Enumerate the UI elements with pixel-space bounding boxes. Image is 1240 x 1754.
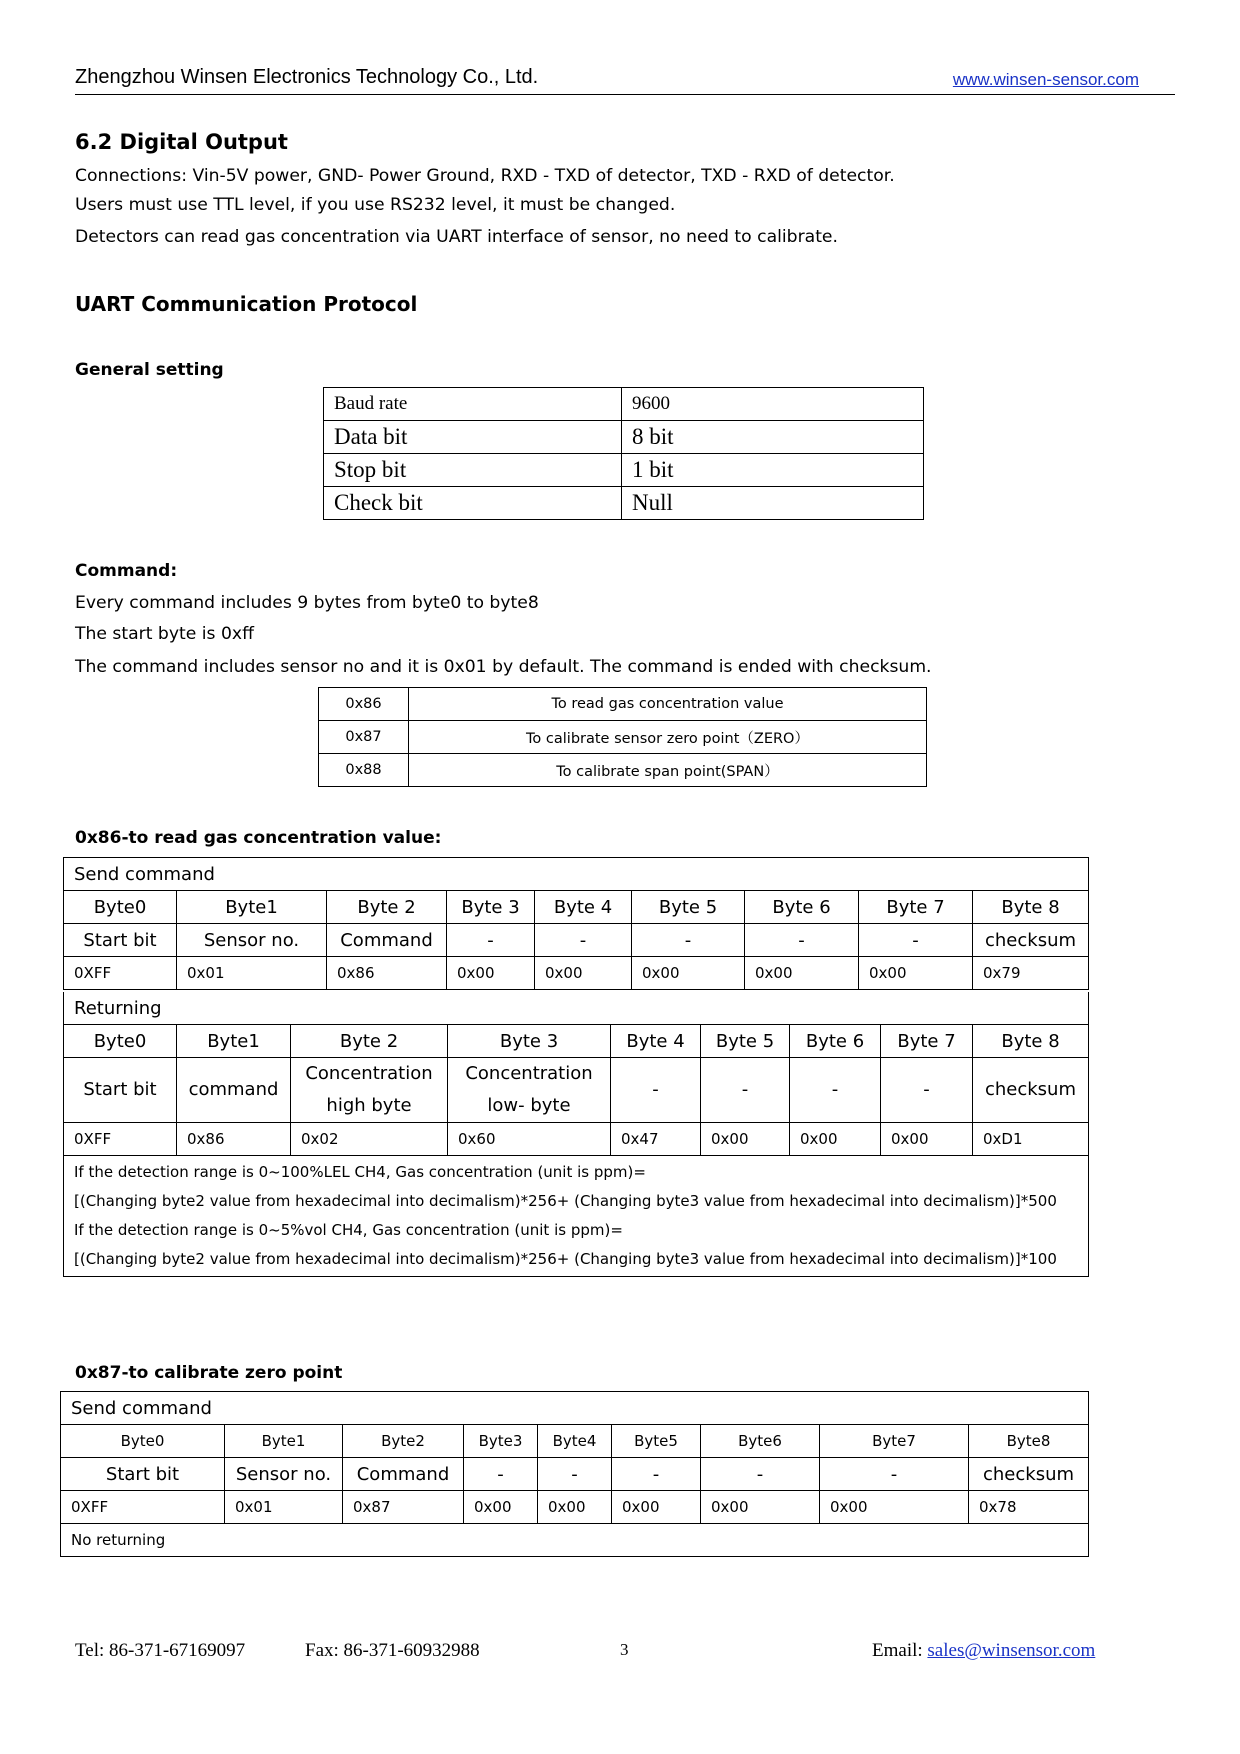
note-line: If the detection range is 0~100%LEL CH4, Gas concentration (unit is ppm)= [74, 1163, 646, 1181]
table-cell: - [632, 924, 745, 957]
note-line: If the detection range is 0~5%vol CH4, Gas concentration (unit is ppm)= [74, 1221, 623, 1239]
table-row [61, 1524, 1089, 1557]
table-cell: 0x87 [319, 721, 409, 754]
table-cell: 0x86 [327, 957, 447, 990]
table-cell: Stop bit [324, 454, 622, 487]
table-row [64, 1058, 1089, 1123]
table-cell: 0x78 [969, 1491, 1089, 1524]
table-cell: Byte4 [538, 1425, 612, 1458]
table-cell: Start bit [61, 1458, 225, 1491]
send-command-label: Send command [64, 858, 1089, 891]
table-cell: Byte3 [464, 1425, 538, 1458]
table-cell: 0x00 [464, 1491, 538, 1524]
paragraph-line: Detectors can read gas concentration via UART interface of sensor, no need to calibrate. [75, 227, 838, 247]
company-name: Zhengzhou Winsen Electronics Technology Co., Ltd. [75, 66, 539, 88]
table-cell: 0x00 [535, 957, 632, 990]
table-cell: 0x86 [319, 688, 409, 721]
general-setting-table [323, 387, 924, 520]
table-row [324, 421, 924, 454]
table-cell: Byte 2 [291, 1025, 448, 1058]
table-row [319, 688, 927, 721]
page-header [75, 64, 1175, 95]
table-cell: Baud rate [324, 388, 622, 421]
table-cell: Null [622, 487, 924, 520]
table-cell: To calibrate span point(SPAN） [409, 754, 927, 787]
command-title: Command: [75, 561, 178, 581]
returning-label: Returning [64, 992, 1089, 1025]
table-cell: - [701, 1458, 820, 1491]
table-cell: - [464, 1458, 538, 1491]
table-cell: - [447, 924, 535, 957]
table-cell: 8 bit [622, 421, 924, 454]
read-send-table [63, 857, 1089, 990]
read-command-title: 0x86-to read gas concentration value: [75, 828, 442, 848]
table-row [64, 891, 1089, 924]
table-cell: - [745, 924, 859, 957]
footer-tel: Tel: 86-371-67169097 [75, 1640, 246, 1661]
table-cell: 0x00 [701, 1491, 820, 1524]
table-row [319, 754, 927, 787]
table-cell: 0x00 [820, 1491, 969, 1524]
table-row [61, 1491, 1089, 1524]
table-cell: 0x79 [973, 957, 1089, 990]
table-cell: Byte6 [701, 1425, 820, 1458]
table-cell: Start bit [64, 924, 177, 957]
table-cell: 0xD1 [973, 1123, 1089, 1156]
table-cell: 0XFF [61, 1491, 225, 1524]
table-cell: Sensor no. [177, 924, 327, 957]
table-cell: Byte 6 [790, 1025, 881, 1058]
table-cell: 0x86 [177, 1123, 291, 1156]
no-returning-label: No returning [61, 1524, 1089, 1557]
table-cell: Byte 7 [881, 1025, 973, 1058]
table-cell: Byte 8 [973, 1025, 1089, 1058]
table-cell: Byte0 [61, 1425, 225, 1458]
table-cell: command [177, 1058, 291, 1123]
paragraph-line: Every command includes 9 bytes from byte0 to byte8 [75, 593, 539, 613]
table-cell: 0x00 [538, 1491, 612, 1524]
table-cell: 0x00 [447, 957, 535, 990]
table-cell: - [881, 1058, 973, 1123]
paragraph-line: The start byte is 0xff [75, 624, 254, 644]
table-row [64, 858, 1089, 891]
table-cell: 0x60 [448, 1123, 611, 1156]
table-row [324, 454, 924, 487]
command-table [318, 687, 927, 787]
table-row [64, 1123, 1089, 1156]
table-cell: To calibrate sensor zero point（ZERO） [409, 721, 927, 754]
table-cell: Byte1 [177, 891, 327, 924]
table-cell: 9600 [622, 388, 924, 421]
table-cell: 0x02 [291, 1123, 448, 1156]
table-row [64, 992, 1089, 1025]
table-row [324, 388, 924, 421]
table-cell: 1 bit [622, 454, 924, 487]
table-cell: - [612, 1458, 701, 1491]
table-cell: 0x00 [632, 957, 745, 990]
table-cell: Byte2 [343, 1425, 464, 1458]
table-cell: - [535, 924, 632, 957]
table-cell: Byte 4 [611, 1025, 701, 1058]
table-cell: - [538, 1458, 612, 1491]
table-cell: 0x47 [611, 1123, 701, 1156]
general-setting-title: General setting [75, 360, 224, 380]
page-number: 3 [620, 1640, 629, 1659]
table-cell: - [790, 1058, 881, 1123]
table-row [61, 1458, 1089, 1491]
table-cell: - [820, 1458, 969, 1491]
zero-command-title: 0x87-to calibrate zero point [75, 1363, 343, 1383]
table-cell: 0x01 [225, 1491, 343, 1524]
table-cell: Byte 6 [745, 891, 859, 924]
table-row [64, 1025, 1089, 1058]
table-cell: Byte7 [820, 1425, 969, 1458]
table-cell: Byte0 [64, 1025, 177, 1058]
table-cell: - [701, 1058, 790, 1123]
table-cell: Byte 7 [859, 891, 973, 924]
note-line: [(Changing byte2 value from hexadecimal into decimalism)*256+ (Changing byte3 value from hexadecimal into decimalism)]*100 [74, 1250, 1057, 1268]
note-line: [(Changing byte2 value from hexadecimal into decimalism)*256+ (Changing byte3 value from hexadecimal into decimalism)]*500 [74, 1192, 1057, 1210]
table-cell: Byte 3 [448, 1025, 611, 1058]
table-cell: Command [343, 1458, 464, 1491]
table-cell: 0x88 [319, 754, 409, 787]
paragraph-line: The command includes sensor no and it is 0x01 by default. The command is ended with checksum. [75, 657, 932, 677]
table-cell: Concentration high byte [291, 1058, 448, 1123]
table-cell: Byte 5 [701, 1025, 790, 1058]
table-cell: - [859, 924, 973, 957]
table-row [64, 924, 1089, 957]
table-cell: checksum [973, 924, 1089, 957]
table-cell: Sensor no. [225, 1458, 343, 1491]
table-row [319, 721, 927, 754]
zero-send-table [60, 1391, 1089, 1557]
website-link[interactable]: www.winsen-sensor.com [952, 70, 1139, 89]
table-cell: Check bit [324, 487, 622, 520]
section-title: 6.2 Digital Output [75, 130, 288, 154]
table-cell: Data bit [324, 421, 622, 454]
table-cell: 0x01 [177, 957, 327, 990]
read-return-table [63, 992, 1089, 1277]
table-cell: Byte8 [969, 1425, 1089, 1458]
table-cell: 0x00 [745, 957, 859, 990]
uart-title: UART Communication Protocol [75, 292, 418, 316]
table-row [324, 487, 924, 520]
table-cell: Byte1 [225, 1425, 343, 1458]
paragraph-line: Connections: Vin-5V power, GND- Power Ground, RXD - TXD of detector, TXD - RXD of detector. [75, 166, 895, 186]
table-cell: Byte 3 [447, 891, 535, 924]
table-cell: 0x87 [343, 1491, 464, 1524]
send-command-label: Send command [61, 1392, 1089, 1425]
table-cell: Byte 5 [632, 891, 745, 924]
table-cell: 0XFF [64, 1123, 177, 1156]
table-row [64, 1156, 1089, 1277]
table-cell: To read gas concentration value [409, 688, 927, 721]
table-row [64, 957, 1089, 990]
table-cell: 0XFF [64, 957, 177, 990]
table-cell: Byte5 [612, 1425, 701, 1458]
table-cell: Byte1 [177, 1025, 291, 1058]
table-cell: 0x00 [612, 1491, 701, 1524]
email-link[interactable]: sales@winsensor.com [927, 1640, 1096, 1661]
table-cell: 0x00 [859, 957, 973, 990]
table-cell: checksum [969, 1458, 1089, 1491]
table-cell: Byte 8 [973, 891, 1089, 924]
table-cell: Start bit [64, 1058, 177, 1123]
table-row [61, 1392, 1089, 1425]
footer-email [872, 1640, 1095, 1662]
table-cell: checksum [973, 1058, 1089, 1123]
formula-notes [64, 1156, 1089, 1277]
email-label: Email: [872, 1640, 928, 1661]
footer-fax: Fax: 86-371-60932988 [305, 1640, 480, 1661]
table-cell: 0x00 [701, 1123, 790, 1156]
table-cell: Concentration low- byte [448, 1058, 611, 1123]
table-cell: 0x00 [790, 1123, 881, 1156]
table-cell: 0x00 [881, 1123, 973, 1156]
table-cell: Command [327, 924, 447, 957]
paragraph-line: Users must use TTL level, if you use RS232 level, it must be changed. [75, 195, 676, 215]
table-row [61, 1425, 1089, 1458]
table-cell: Byte0 [64, 891, 177, 924]
table-cell: Byte 2 [327, 891, 447, 924]
table-cell: - [611, 1058, 701, 1123]
table-cell: Byte 4 [535, 891, 632, 924]
